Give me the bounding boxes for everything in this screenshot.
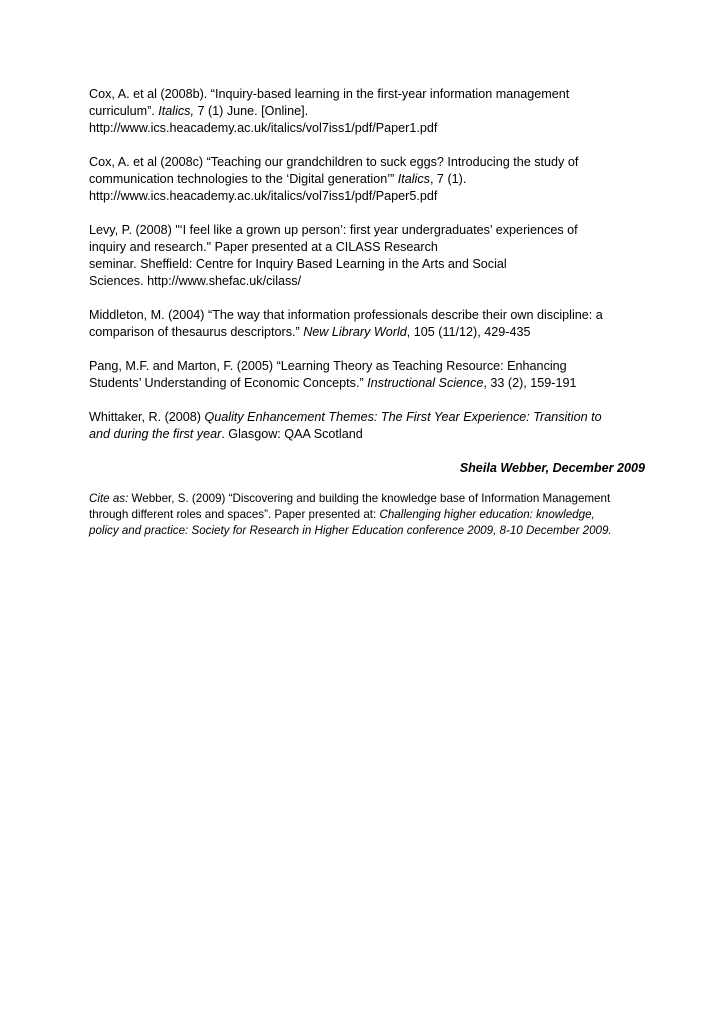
text-line: [89, 523, 645, 539]
italic-text: policy and practice: Society for Research in Higher Education conference 2009, 8-10 December 2009.: [89, 524, 612, 537]
text-segment: Pang, M.F. and Marton, F. (2005) “Learning Theory as Teaching Resource: Enhancing: [89, 359, 567, 373]
text-segment: Cox, A. et al (2008c) “Teaching our grandchildren to suck eggs? Introducing the study of: [89, 155, 579, 169]
text-line: [89, 358, 645, 375]
text-line: [89, 409, 645, 426]
reference-entry: [89, 409, 645, 443]
italic-text: Cite as:: [89, 492, 129, 505]
text-line: [89, 222, 645, 239]
reference-entry: [89, 222, 645, 290]
text-segment: . Glasgow: QAA Scotland: [221, 427, 363, 441]
text-line: [89, 171, 645, 188]
text-segment: Levy, P. (2008) "‘I feel like a grown up person’: first year undergraduates’ experiences of: [89, 223, 578, 237]
italic-text: Instructional Science: [367, 376, 484, 390]
author-signature: Sheila Webber, December 2009: [459, 461, 645, 475]
text-line: [89, 188, 645, 205]
text-line: [89, 324, 645, 341]
text-segment: http://www.ics.heacademy.ac.uk/italics/vol7iss1/pdf/Paper1.pdf: [89, 121, 438, 135]
text-line: [89, 273, 645, 290]
text-segment: through different roles and spaces”. Paper presented at:: [89, 508, 380, 521]
text-segment: 7 (1) June. [Online].: [193, 104, 309, 118]
text-segment: , 33 (2), 159-191: [483, 376, 577, 390]
italic-text: New Library World: [303, 325, 407, 339]
text-segment: Students’ Understanding of Economic Concepts.”: [89, 376, 368, 390]
text-line: [89, 507, 645, 523]
text-line: [89, 120, 645, 137]
text-line: [89, 239, 645, 256]
text-line: [89, 154, 645, 171]
text-line: [89, 491, 645, 507]
text-segment: Webber, S. (2009) “Discovering and building the knowledge base of Information Management: [128, 492, 611, 505]
document-page: [89, 86, 645, 539]
citation-note: [89, 491, 645, 539]
text-line: [89, 256, 645, 273]
text-segment: , 105 (11/12), 429-435: [406, 325, 531, 339]
text-segment: Middleton, M. (2004) “The way that information professionals describe their own discipline: a: [89, 308, 603, 322]
text-segment: Cox, A. et al (2008b). “Inquiry-based learning in the first-year information management: [89, 87, 570, 101]
text-line: [89, 375, 645, 392]
text-segment: seminar. Sheffield: Centre for Inquiry Based Learning in the Arts and Social: [89, 257, 507, 271]
text-segment: inquiry and research." Paper presented at a CILASS Research: [89, 240, 438, 254]
italic-text: Italics,: [158, 104, 194, 118]
reference-entry: [89, 154, 645, 205]
text-segment: curriculum”.: [89, 104, 159, 118]
text-line: [89, 86, 645, 103]
text-segment: communication technologies to the ‘Digital generation’”: [89, 172, 398, 186]
reference-entry: [89, 307, 645, 341]
text-segment: comparison of thesaurus descriptors.”: [89, 325, 304, 339]
reference-entry: [89, 86, 645, 137]
reference-list: [89, 86, 645, 443]
text-segment: Whittaker, R. (2008): [89, 410, 205, 424]
text-line: [89, 426, 645, 443]
text-segment: , 7 (1).: [429, 172, 467, 186]
text-line: [89, 307, 645, 324]
italic-text: Quality Enhancement Themes: The First Year Experience: Transition to: [204, 410, 602, 424]
italic-text: Challenging higher education: knowledge,: [379, 508, 595, 521]
text-segment: Sciences. http://www.shefac.uk/cilass/: [89, 274, 302, 288]
text-line: [89, 103, 645, 120]
reference-entry: [89, 358, 645, 392]
text-segment: http://www.ics.heacademy.ac.uk/italics/vol7iss1/pdf/Paper5.pdf: [89, 189, 438, 203]
italic-text: and during the first year: [89, 427, 222, 441]
italic-text: Italics: [397, 172, 430, 186]
